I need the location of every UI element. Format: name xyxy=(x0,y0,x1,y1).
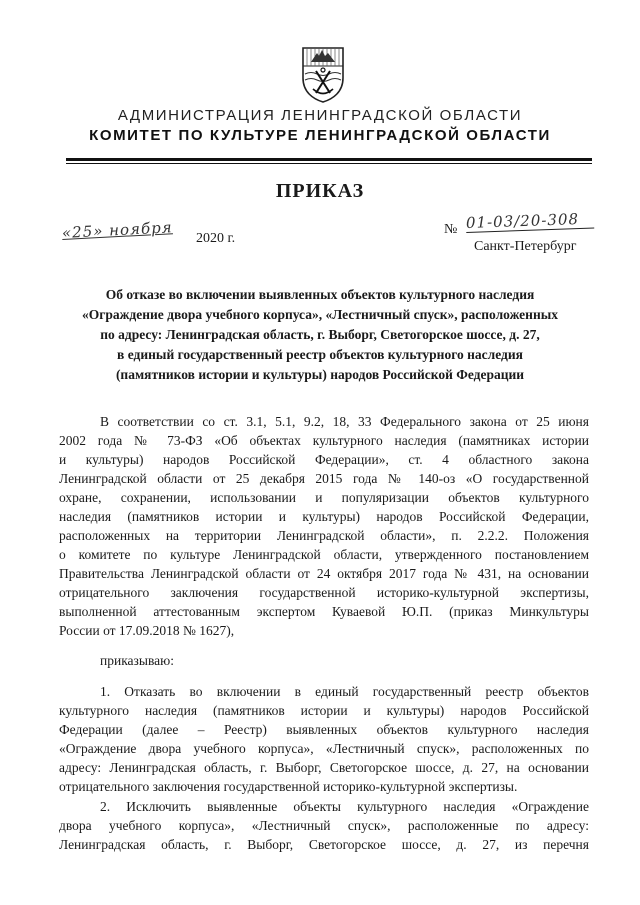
header-divider-thick xyxy=(66,158,592,161)
handwritten-order-number: 01-03/20-308 xyxy=(466,210,595,233)
item-1-line: культурного наследия (памятников истории и культуры) народов Российской xyxy=(59,703,589,718)
issuer-line-administration: АДМИНИСТРАЦИЯ ЛЕНИНГРАДСКОЙ ОБЛАСТИ xyxy=(117,107,523,124)
order-title-line: «Ограждение двора учебного корпуса», «Лестничный спуск», расположенных xyxy=(81,307,559,322)
preamble-line: расположенных на территории Ленинградской области», п. 2.2.2. Положения xyxy=(59,528,589,543)
preamble-line: о комитете по культуре Ленинградской области, утвержденного постановлением xyxy=(59,547,589,562)
handwritten-date: «25» ноября xyxy=(61,218,174,242)
preamble-line: России от 17.09.2018 № 1627), xyxy=(59,623,235,638)
item-1-line: 1. Отказать во включении в единый государственный реестр объектов xyxy=(100,684,589,699)
item-2-line: Ленинградская область, г. Выборг, Светогорское шоссе, д. 27, из перечня xyxy=(59,837,589,852)
item-1-line: «Ограждение двора учебного корпуса», «Лестничный спуск», расположенных по xyxy=(59,741,589,756)
date-year: 2020 г. xyxy=(196,231,236,246)
preamble-line: выполненной аттестованным экспертом Куваевой Ю.П. (приказ Минкультуры xyxy=(59,604,589,619)
order-title-line: Об отказе во включении выявленных объектов культурного наследия xyxy=(105,287,535,302)
item-1-line: Федерации (далее – Реестр) выявленных объектов культурного наследия xyxy=(59,722,589,737)
issuer-line-committee: КОМИТЕТ ПО КУЛЬТУРЕ ЛЕНИНГРАДСКОЙ ОБЛАСТИ xyxy=(89,127,551,144)
preamble-line: Правительства Ленинградской области от 24 октября 2017 года № 431, на основании xyxy=(59,566,589,581)
number-sign: № xyxy=(444,222,458,237)
item-1-line: адресу: Ленинградская область, г. Выборг, Светогорское шоссе, д. 27, на основании xyxy=(59,760,589,775)
preamble-line: охране, сохранении, использовании и популяризации объектов культурного xyxy=(59,490,589,505)
order-directive-word: приказываю: xyxy=(100,653,174,668)
order-title xyxy=(50,285,590,385)
order-title-line: по адресу: Ленинградская область, г. Выборг, Светогорское шоссе, д. 27, xyxy=(100,327,540,342)
item-2-line: 2. Исключить выявленные объекты культурного наследия «Ограждение xyxy=(100,799,589,814)
coat-of-arms-icon xyxy=(299,44,347,104)
document-type-heading: ПРИКАЗ xyxy=(275,180,365,202)
item-1-line: отрицательного заключения государственной историко-культурной экспертизы. xyxy=(59,779,518,794)
city-of-issue: Санкт-Петербург xyxy=(474,239,577,254)
preamble-line: и культуры) народов Российской Федерации», ст. 4 областного закона xyxy=(59,452,589,467)
preamble-line: В соответствии со ст. 3.1, 5.1, 9.2, 18, 33 Федерального закона от 25 июня xyxy=(100,414,589,429)
preamble-line: Ленинградской области от 25 декабря 2015 года № 140-оз «О государственной xyxy=(59,471,589,486)
header-divider-thin xyxy=(66,163,592,164)
preamble-line: 2002 года № 73-ФЗ «Об объектах культурного наследия (памятниках истории xyxy=(59,433,589,448)
item-2-line: двора учебного корпуса», «Лестничный спуск», расположенные по адресу: xyxy=(59,818,589,833)
preamble-line: отрицательного заключения государственной историко-культурной экспертизы, xyxy=(59,585,589,600)
preamble-line: наследия (памятников истории и культуры) народов Российской Федерации, xyxy=(59,509,589,524)
order-title-line: в единый государственный реестр объектов культурного наследия xyxy=(117,347,523,362)
order-title-line: (памятников истории и культуры) народов Российской Федерации xyxy=(115,367,525,382)
